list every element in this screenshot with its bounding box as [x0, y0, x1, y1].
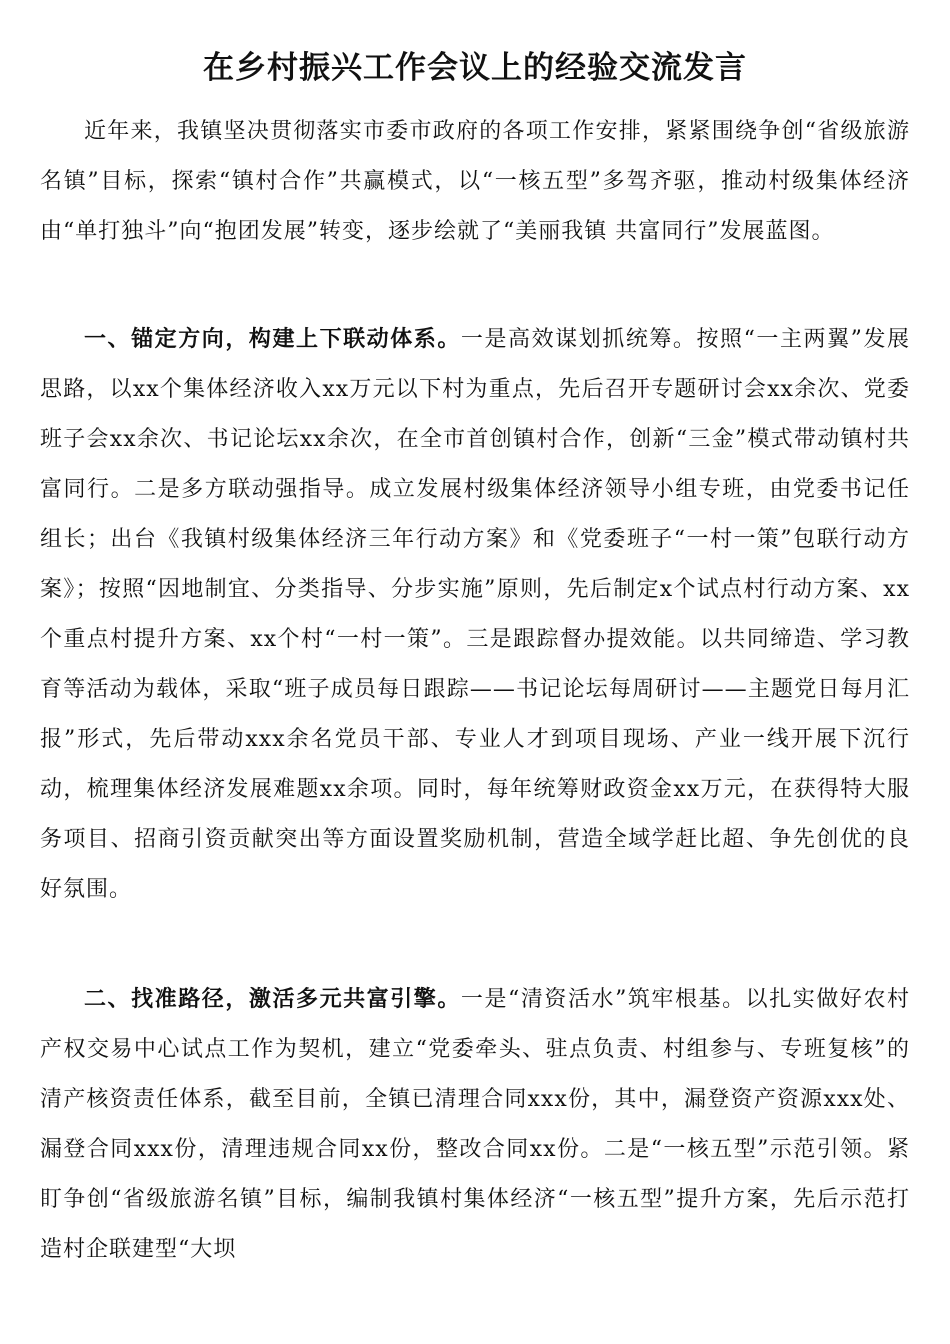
section-one-heading: 一、锚定方向，构建上下联动体系。 [84, 327, 461, 352]
section-two-paragraph [40, 975, 910, 1275]
section-two-heading: 二、找准路径，激活多元共富引擎。 [84, 987, 461, 1012]
section-two-text: 一是“清资活水”筑牢根基。以扎实做好农村产权交易中心试点工作为契机，建立“党委牵头、驻点负责、村组参与、专班复核”的清产核资责任体系，截至目前，全镇已清理合同xxx份，其中，漏登资产资源xxx处、漏登合同xxx份，清理违规合同xx份，整改合同xx份。二是“一核五型”示范引领。紧盯争创“省级旅游名镇”目标，编制我镇村集体经济“一核五型”提升方案，先后示范打造村企联建型“大坝 [40, 987, 910, 1262]
document-title: 在乡村振兴工作会议上的经验交流发言 [203, 50, 747, 86]
paragraph-text: 近年来，我镇坚决贯彻落实市委市政府的各项工作安排，紧紧围绕争创“省级旅游名镇”目标，探索“镇村合作”共赢模式，以“一核五型”多驾齐驱，推动村级集体经济由“单打独斗”向“抱团发展”转变，逐步绘就了“美丽我镇 共富同行”发展蓝图。 [40, 119, 910, 244]
section-one-paragraph [40, 315, 910, 915]
section-one-text: 一是高效谋划抓统筹。按照“一主两翼”发展思路，以xx个集体经济收入xx万元以下村为重点，先后召开专题研讨会xx余次、党委班子会xx余次、书记论坛xx余次，在全市首创镇村合作，创新“三金”模式带动镇村共富同行。二是多方联动强指导。成立发展村级集体经济领导小组专班，由党委书记任组长；出台《我镇村级集体经济三年行动方案》和《党委班子“一村一策”包联行动方案》；按照“因地制宜、分类指导、分步实施”原则，先后制定x个试点村行动方案、xx个重点村提升方案、xx个村“一村一策”。三是跟踪督办提效能。以共同缔造、学习教育等活动为载体，采取“班子成员每日跟踪——书记论坛每周研讨——主题党日每月汇报”形式，先后带动xxx余名党员干部、专业人才到项目现场、产业一线开展下沉行动，梳理集体经济发展难题xx余项。同时，每年统筹财政资金xx万元，在获得特大服务项目、招商引资贡献突出等方面设置奖励机制，营造全域学赶比超、争先创优的良好氛围。 [40, 327, 910, 902]
intro-paragraph [40, 107, 910, 257]
